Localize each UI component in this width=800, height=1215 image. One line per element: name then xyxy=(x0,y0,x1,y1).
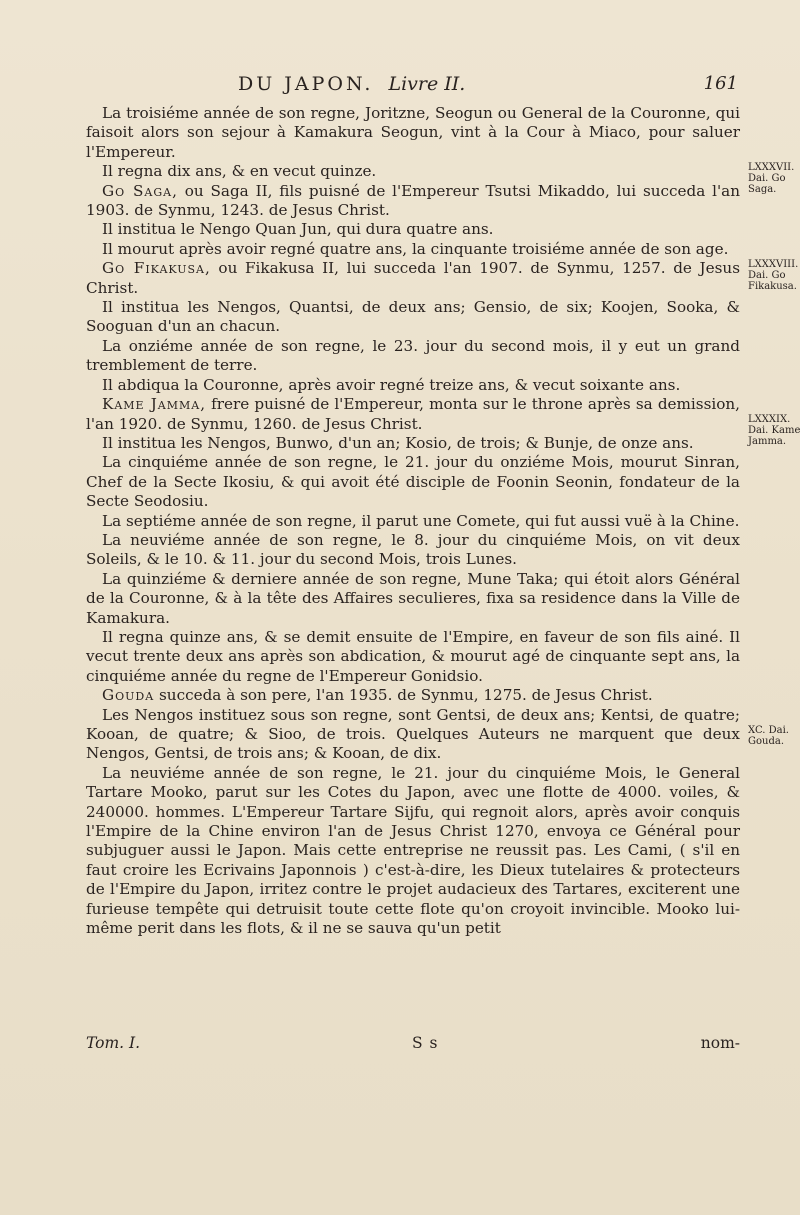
paragraph: Go Saga, ou Saga II, fils puisné de l'Empereur Tsutsi Mikaddo, lui succeda l'an 1903. de Synmu, 1243. de Jesus Christ. xyxy=(86,181,740,220)
paragraph: Il regna quinze ans, & se demit ensuite de l'Empire, en faveur de son fils ainé. Il vecut trente deux ans après son abdication, & mourut agé de cinquante sept ans, la cinquiéme année du regne de l'Empereur Gonidsio. xyxy=(86,627,740,685)
catchword: nom- xyxy=(700,1034,740,1052)
paragraph: La septiéme année de son regne, il parut une Comete, qui fut aussi vuë à la Chine. xyxy=(102,511,740,530)
paragraph: Il institua le Nengo Quan Jun, qui dura quatre ans. xyxy=(102,220,494,239)
margin-note: LXXXVIII. Dai. Go Fikakusa. xyxy=(748,259,799,292)
paragraph: La troisiéme année de son regne, Joritzne, Seogun ou General de la Couronne, qui faisoit alors son sejour à Kamakura Seogun, vint à la Cour à Miaco, pour saluer l'Empereur. xyxy=(86,104,740,161)
paragraph: La onziéme année de son regne, le 23. jour du second mois, il y eut un grand tremblement de terre. xyxy=(86,336,740,375)
emperor-name: Kame Jamma, xyxy=(102,395,207,414)
paragraph: Il regna dix ans, & en vecut quinze. xyxy=(102,162,377,181)
paragraph: Il institua les Nengos, Quantsi, de deux ans; Gensio, de six; Koojen, Sooka, & Sooguan d'un an chacun. xyxy=(86,298,740,336)
paragraph: Les Nengos instituez sous son regne, sont Gentsi, de deux ans; Kentsi, de quatre; Kooan, de quatre; & Sioo, de trois. Quelques Auteurs ne marquent que deux Nengos, Gentsi, de trois ans; & Kooan, de dix. xyxy=(86,705,740,763)
paragraph: Il abdiqua la Couronne, après avoir regné treize ans, & vecut soixante ans. xyxy=(102,375,681,394)
paragraph: Gouda succeda à son pere, l'an 1935. de Synmu, 1275. de Jesus Christ. xyxy=(102,686,653,705)
paragraph: Il institua les Nengos, Bunwo, d'un an; Kosio, de trois; & Bunje, de onze ans. xyxy=(102,433,694,452)
emperor-name: Gouda xyxy=(102,686,155,705)
running-head-livre: Livre II. xyxy=(388,73,466,95)
volume-mark: Tom. I. xyxy=(86,1034,141,1052)
running-head xyxy=(238,73,465,95)
margin-note: XC. Dai. Gouda. xyxy=(748,725,789,747)
page-header xyxy=(86,73,738,99)
running-head-title: DU JAPON. xyxy=(238,73,374,95)
margin-note: LXXXIX. Dai. Kame Jamma. xyxy=(748,414,800,447)
paragraph: Go Fikakusa, ou Fikakusa II, lui succeda l'an 1907. de Synmu, 1257. de Jesus Christ. xyxy=(86,259,740,297)
page-footer xyxy=(86,1034,740,1056)
emperor-name: Go Fikakusa, xyxy=(102,259,211,278)
paragraph: La neuviéme année de son regne, le 21. jour du cinquiéme Mois, le General Tartare Mooko, parut sur les Cotes du Japon, avec une flotte de 4000. voiles, & 240000. hommes. L'Empereur Tartare Sijfu, qui regnoit alors, après avoir conquis l'Empire de la Chine environ l'an de Jesus Christ 1270, envoya ce Général pour subjuguer aussi le Japon. Mais cette entreprise ne reussit pas. Les Cami, ( s'il en faut croire les Ecrivains Japonnois ) c'est-à-dire, les Dieux tutelaires & protecteurs de l'Empire du Japon, irritez contre le projet audacieux des Tartares, exciterent une furieuse tempête qui detruisit toute cette flote qu'on croyoit invincible. Mooko lui-même perit dans les flots, & il ne se sauva qu'un petit xyxy=(86,763,740,938)
page-number: 161 xyxy=(703,73,738,94)
paragraph: La quinziéme & derniere année de son regne, Mune Taka; qui étoit alors Général de la Couronne, & à la tête des Affaires seculieres, fixa sa residence dans la Ville de Kamakura. xyxy=(86,569,740,627)
paragraph: Kame Jamma, frere puisné de l'Empereur, monta sur le throne après sa demission, l'an 1920. de Synmu, 1260. de Jesus Christ. xyxy=(86,395,740,433)
paragraph: Il mourut après avoir regné quatre ans, la cinquante troisiéme année de son age. xyxy=(102,239,729,258)
text-column xyxy=(86,104,740,938)
paragraph: La cinquiéme année de son regne, le 21. jour du onziéme Mois, mourut Sinran, Chef de la Secte Ikosiu, & qui avoit été disciple de Foonin Seonin, fondateur de la Secte Seodosiu. xyxy=(86,453,740,511)
emperor-name: Go Saga, xyxy=(102,181,178,200)
margin-note: LXXXVII. Dai. Go Saga. xyxy=(748,162,795,195)
paragraph: La neuviéme année de son regne, le 8. jour du cinquiéme Mois, on vit deux Soleils, & le 10. & 11. jour du second Mois, trois Lunes. xyxy=(86,530,740,569)
signature-mark: S s xyxy=(412,1034,439,1052)
